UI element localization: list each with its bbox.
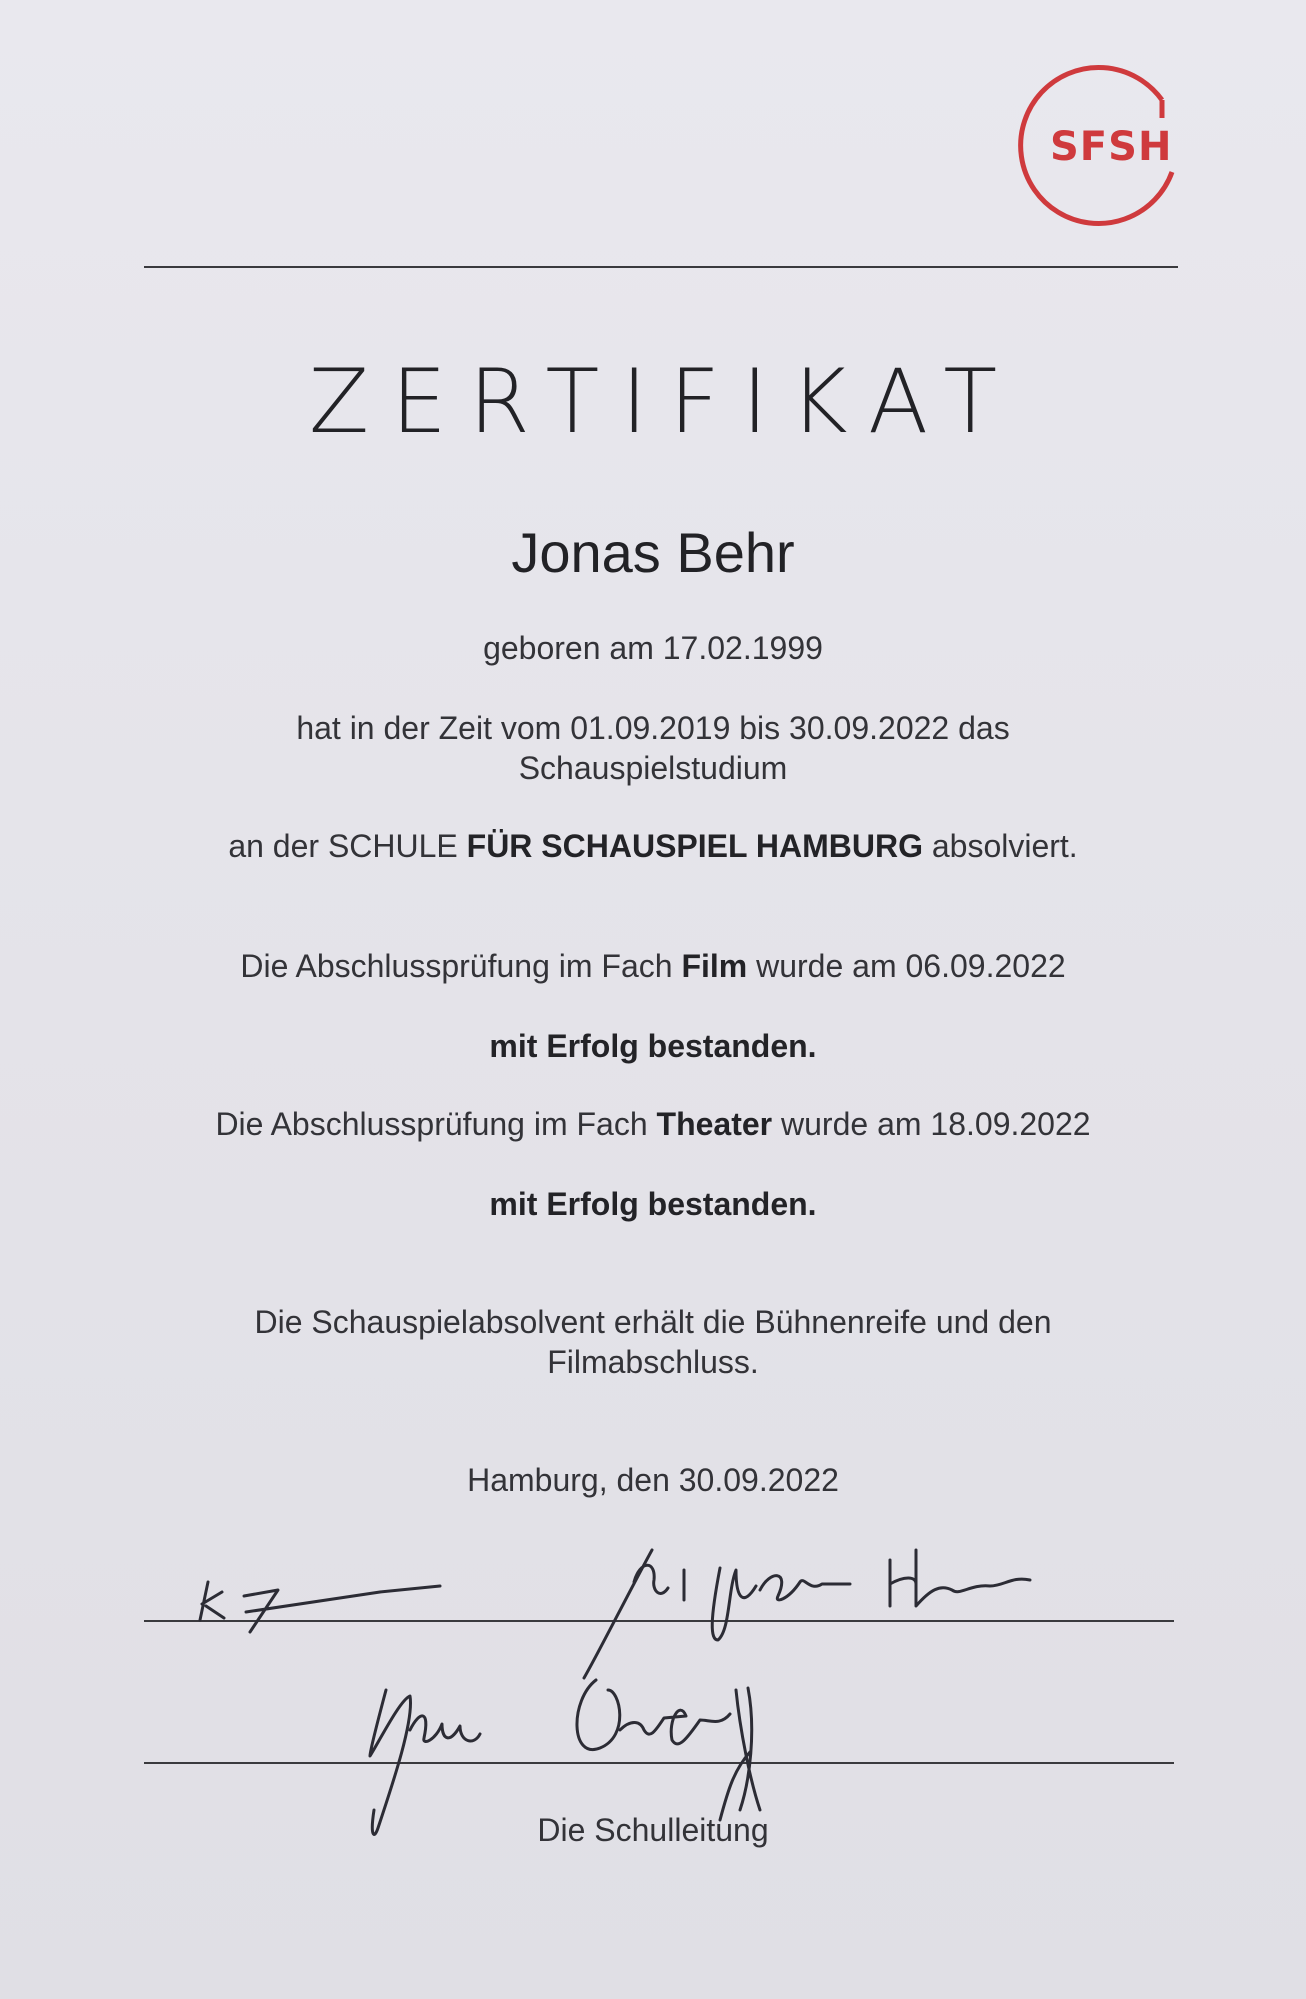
exam-theater-subject: Theater xyxy=(656,1106,773,1142)
birth-line: geboren am 17.02.1999 xyxy=(483,630,823,666)
place-date: Hamburg, den 30.09.2022 xyxy=(467,1462,839,1498)
exam-theater-result: mit Erfolg bestanden. xyxy=(489,1186,817,1222)
exam-film-prefix: Die Abschlussprüfung im Fach xyxy=(240,948,682,984)
exam-film-line xyxy=(0,946,1306,986)
exam-film-result: mit Erfolg bestanden. xyxy=(489,1028,817,1064)
school-line xyxy=(0,826,1306,866)
signature-1-icon xyxy=(180,1560,460,1640)
school-line-suffix: absolviert. xyxy=(922,828,1078,864)
signature-4-icon xyxy=(560,1660,820,1830)
top-divider xyxy=(144,266,1178,268)
period-line-2: Schauspielstudium xyxy=(518,750,788,786)
signature-caption: Die Schulleitung xyxy=(537,1812,769,1848)
exam-theater-line xyxy=(0,1104,1306,1144)
exam-theater-prefix: Die Abschlussprüfung im Fach xyxy=(215,1106,657,1142)
closing-line-2: Filmabschluss. xyxy=(547,1344,759,1380)
recipient-name: Jonas Behr xyxy=(511,521,795,584)
logo-text: SFSH xyxy=(1050,124,1173,170)
exam-theater-suffix: wurde am 18.09.2022 xyxy=(772,1106,1091,1142)
period-line-1: hat in der Zeit vom 01.09.2019 bis 30.09.2022 das xyxy=(296,710,1010,746)
school-name-bold: FÜR SCHAUSPIEL HAMBURG xyxy=(466,828,923,864)
closing-line-1: Die Schauspielabsolvent erhält die Bühnenreife und den xyxy=(254,1304,1052,1340)
exam-film-suffix: wurde am 06.09.2022 xyxy=(747,948,1066,984)
school-line-prefix: an der SCHULE xyxy=(228,828,467,864)
certificate-title: ZERTIFIKAT xyxy=(308,350,1020,453)
exam-film-subject: Film xyxy=(681,948,748,984)
